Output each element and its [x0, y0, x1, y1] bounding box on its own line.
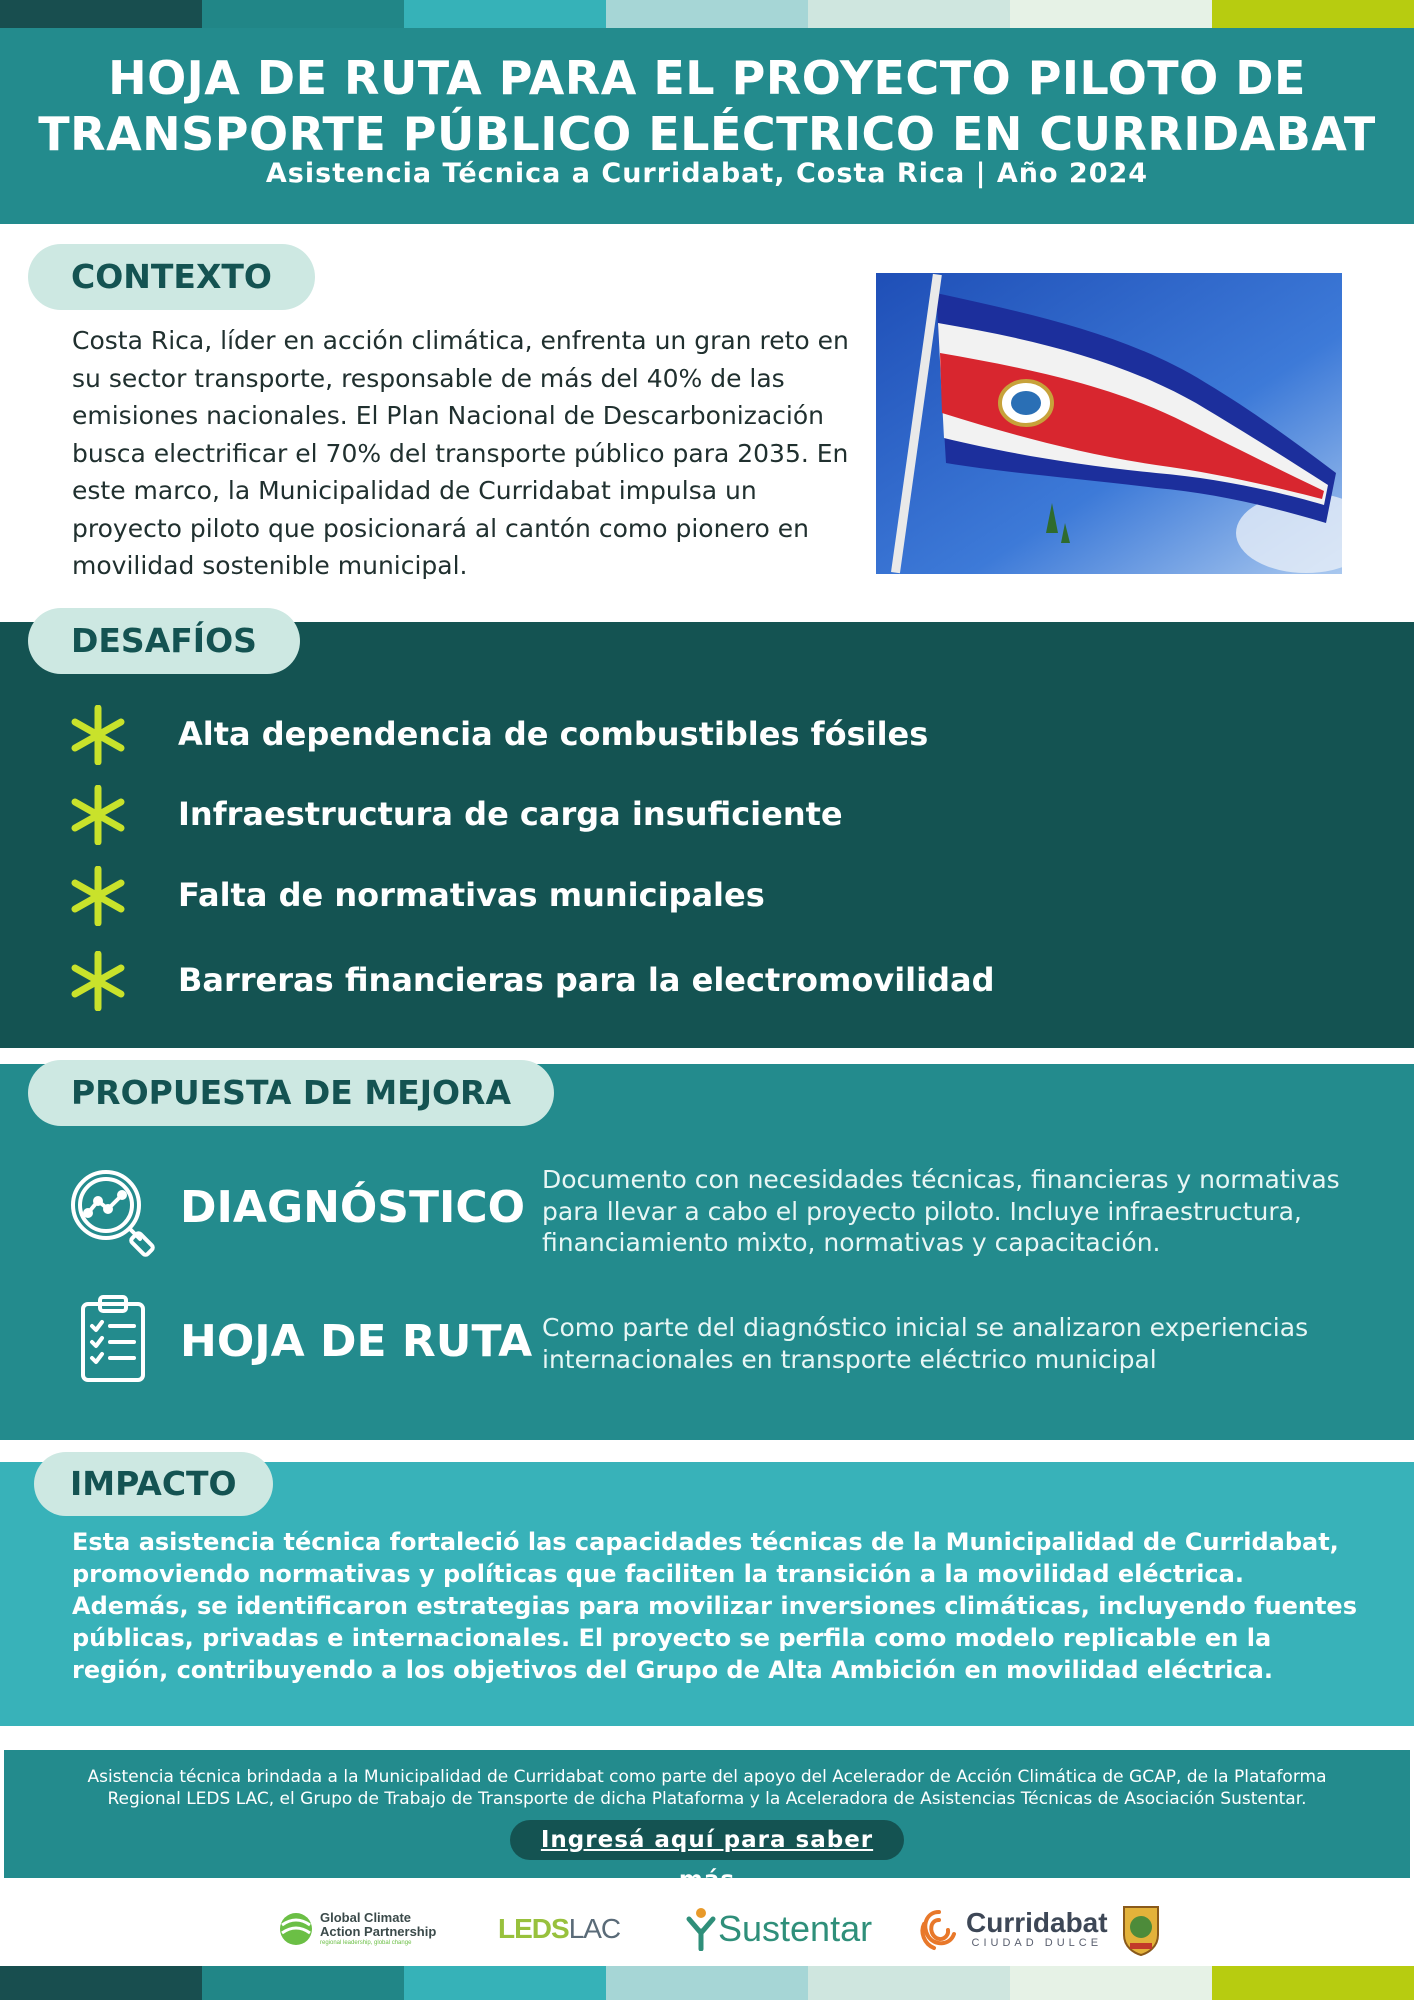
top-color-stripe [0, 0, 1414, 28]
page-title [0, 50, 1414, 162]
bottom-color-stripe [0, 1966, 1414, 2000]
contexto-heading: CONTEXTO [28, 244, 315, 310]
lac-text: LAC [568, 1913, 621, 1944]
gcap-logo [278, 1896, 436, 1962]
desafio-item [0, 945, 1414, 1015]
impacto-text: Esta asistencia técnica fortaleció las capacidades técnicas de la Municipalidad de Curridabat, promoviendo normativas y políticas que faciliten la transición a la movilidad eléctrica. Además, se identificaron estrategias para movilizar inversiones climáticas, incluyendo fuentes públicas, privadas e internacionales. El proyecto se perfila como modelo replicable en la región, contribuyendo a los objetivos del Grupo de Alta Ambición en movilidad eléctrica. [72, 1528, 1357, 1684]
hoja-de-ruta-label: HOJA DE RUTA [180, 1316, 533, 1367]
gcap-mark-icon [278, 1911, 314, 1947]
asterisk-icon [68, 785, 128, 845]
magnifier-chart-icon [68, 1167, 160, 1259]
impacto-heading: IMPACTO [34, 1452, 273, 1516]
costa-rica-flag-image [876, 273, 1342, 574]
asterisk-icon [68, 705, 128, 765]
gcap-name-line1: Global Climate [320, 1909, 412, 1925]
curridabat-text: Curridabat [966, 1907, 1108, 1938]
asterisk-icon [68, 866, 128, 926]
desafio-text: Barreras financieras para la electromovilidad [178, 961, 995, 999]
desafio-text: Alta dependencia de combustibles fósiles [178, 715, 929, 753]
gcap-name-line2: Action Partnership [320, 1923, 437, 1939]
leds-text: LEDS [498, 1913, 569, 1944]
desafio-item [0, 779, 1414, 849]
more-info-link[interactable]: Ingresá aquí para saber más [510, 1820, 904, 1860]
diagnostico-description: Documento con necesidades técnicas, financieras y normativas para llevar a cabo el proyecto piloto. Incluye infraestructura, financiamiento mixto, normativas y capacitación. [542, 1165, 1340, 1257]
footer-banner [4, 1750, 1410, 1893]
title-line-2: TRANSPORTE PÚBLICO ELÉCTRICO EN CURRIDABAT [38, 107, 1376, 161]
page-subtitle: Asistencia Técnica a Curridabat, Costa Rica | Año 2024 [265, 158, 1149, 189]
desafios-section [0, 622, 1414, 1048]
municipal-seal-icon [1118, 1901, 1164, 1957]
curridabat-tagline: CIUDAD DULCE [971, 1937, 1103, 1949]
footer-text: Asistencia técnica brindada a la Municipalidad de Curridabat como parte del apoyo del Acelerador de Acción Climática de GCAP, de la Plataforma Regional LEDS LAC, el Grupo de Trabajo de Transporte de dicha Plataforma y la Aceleradora de Asistencias Técnicas de Asociación Sustentar. [87, 1767, 1327, 1809]
title-line-1: HOJA DE RUTA PARA EL PROYECTO PILOTO DE [108, 51, 1306, 105]
contexto-text: Costa Rica, líder en acción climática, enfrenta un gran reto en su sector transporte, responsable de más del 40% de las emisiones nacionales. El Plan Nacional de Descarbonización busca electrificar el 70% del transporte público para 2035. En este marco, la Municipalidad de Curridabat impulsa un proyecto piloto que posicionará al cantón como pionero en movilidad sostenible municipal. [72, 326, 849, 580]
sustentar-logo [686, 1896, 872, 1962]
sustentar-text: Sustentar [718, 1908, 873, 1949]
desafio-text: Infraestructura de carga insuficiente [178, 795, 843, 833]
curridabat-logo [918, 1896, 1108, 1962]
header-banner [0, 28, 1414, 224]
desafio-item [0, 699, 1414, 769]
clipboard-checklist-icon [80, 1294, 146, 1384]
desafio-text: Falta de normativas municipales [178, 876, 765, 914]
diagnostico-label: DIAGNÓSTICO [180, 1182, 526, 1233]
desafio-item [0, 860, 1414, 930]
municipal-seal-logo [1118, 1896, 1164, 1962]
sustentar-figure-icon [686, 1907, 716, 1951]
desafios-heading: DESAFÍOS [28, 608, 300, 674]
leds-lac-logo [498, 1896, 620, 1962]
asterisk-icon [68, 951, 128, 1011]
hoja-de-ruta-description: Como parte del diagnóstico inicial se analizaron experiencias internacionales en transporte eléctrico municipal [542, 1313, 1309, 1374]
curridabat-swirl-icon [918, 1906, 960, 1952]
partner-logos [0, 1896, 1414, 1962]
gcap-tagline: regional leadership, global change [320, 1939, 412, 1946]
propuesta-heading: PROPUESTA DE MEJORA [28, 1060, 554, 1126]
